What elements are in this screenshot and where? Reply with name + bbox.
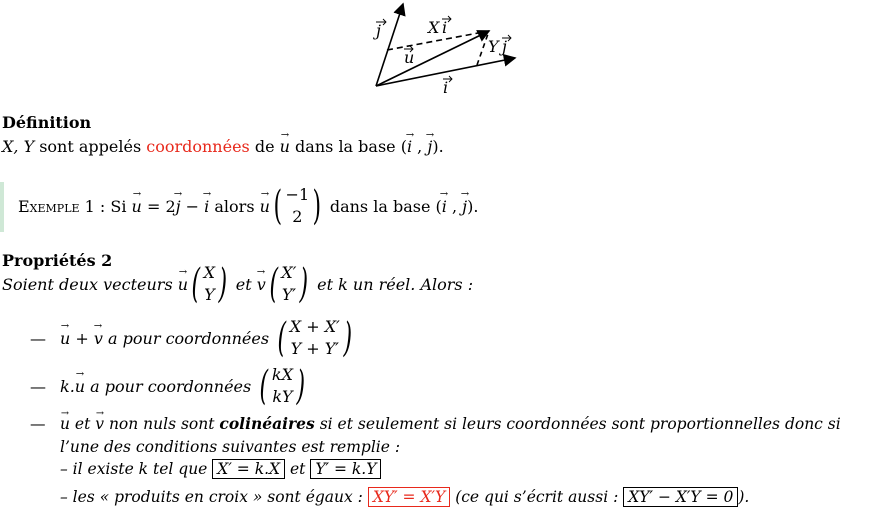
colineaires-term: colinéaires bbox=[219, 414, 315, 433]
vector-u-arrow bbox=[376, 31, 489, 86]
property-item-colinear-line2: l’une des conditions suivantes est remplie : bbox=[60, 438, 401, 456]
label-Yj-j: j bbox=[502, 37, 507, 56]
label-u: u bbox=[404, 48, 415, 67]
label-Yj-Y: Y bbox=[488, 37, 499, 56]
label-i: i bbox=[443, 78, 449, 97]
equation-box-y: Y′ = k.Y bbox=[310, 459, 381, 479]
label-Xi-X: X bbox=[428, 18, 440, 37]
example-line: Exemple 1 : Si u → = 2 j → − i → alors u → ( −1 2 ) dans la base ( i → , j → ). bbox=[18, 184, 478, 228]
example-coord-matrix: ( −1 2 ) bbox=[273, 183, 322, 229]
coordonnees-term: coordonnées bbox=[146, 137, 250, 156]
properties-intro: Soient deux vecteurs u → ( X Y ) et v → ( X′ Y′ ) et k un réel. Alors : bbox=[2, 262, 473, 306]
definition-text: X, Y sont appelés coordonnées de u → dans la base (i → , j →). bbox=[2, 137, 444, 156]
example-label: Exemple 1 bbox=[18, 196, 95, 216]
sub-condition-2: – les « produits en croix » sont égaux : XY′ = X′Y (ce qui s’écrit aussi : XY′ − X′Y = 0 ). bbox=[60, 488, 750, 506]
properties-heading: Propriétés 2 bbox=[2, 251, 113, 270]
property-item-colinear: — u → et v → non nuls sont colinéaires si et seulement si leurs coordonnées sont proportionnelles donc si bbox=[30, 414, 841, 433]
equation-box-x: X′ = k.X bbox=[212, 459, 285, 479]
cross-product-box: XY′ = X′Y bbox=[368, 487, 450, 507]
label-Xi-i: i bbox=[442, 18, 448, 37]
vector-figure bbox=[360, 0, 540, 100]
property-item-sum: — u → + v → a pour coordonnées ( X + X′ Y + Y′ ) bbox=[30, 316, 355, 360]
example-sidebar-bar bbox=[0, 182, 4, 232]
property-item-scalar: — k. u → a pour coordonnées ( kX kY ) bbox=[30, 364, 309, 408]
definition-heading: Définition bbox=[2, 113, 92, 132]
sub-condition-1: – il existe k tel que X′ = k.X et Y′ = k.Y bbox=[60, 460, 381, 478]
cross-product-zero-box: XY′ − X′Y = 0 bbox=[623, 487, 738, 507]
label-j: j bbox=[376, 21, 381, 40]
vector-j-arrow bbox=[376, 4, 403, 86]
